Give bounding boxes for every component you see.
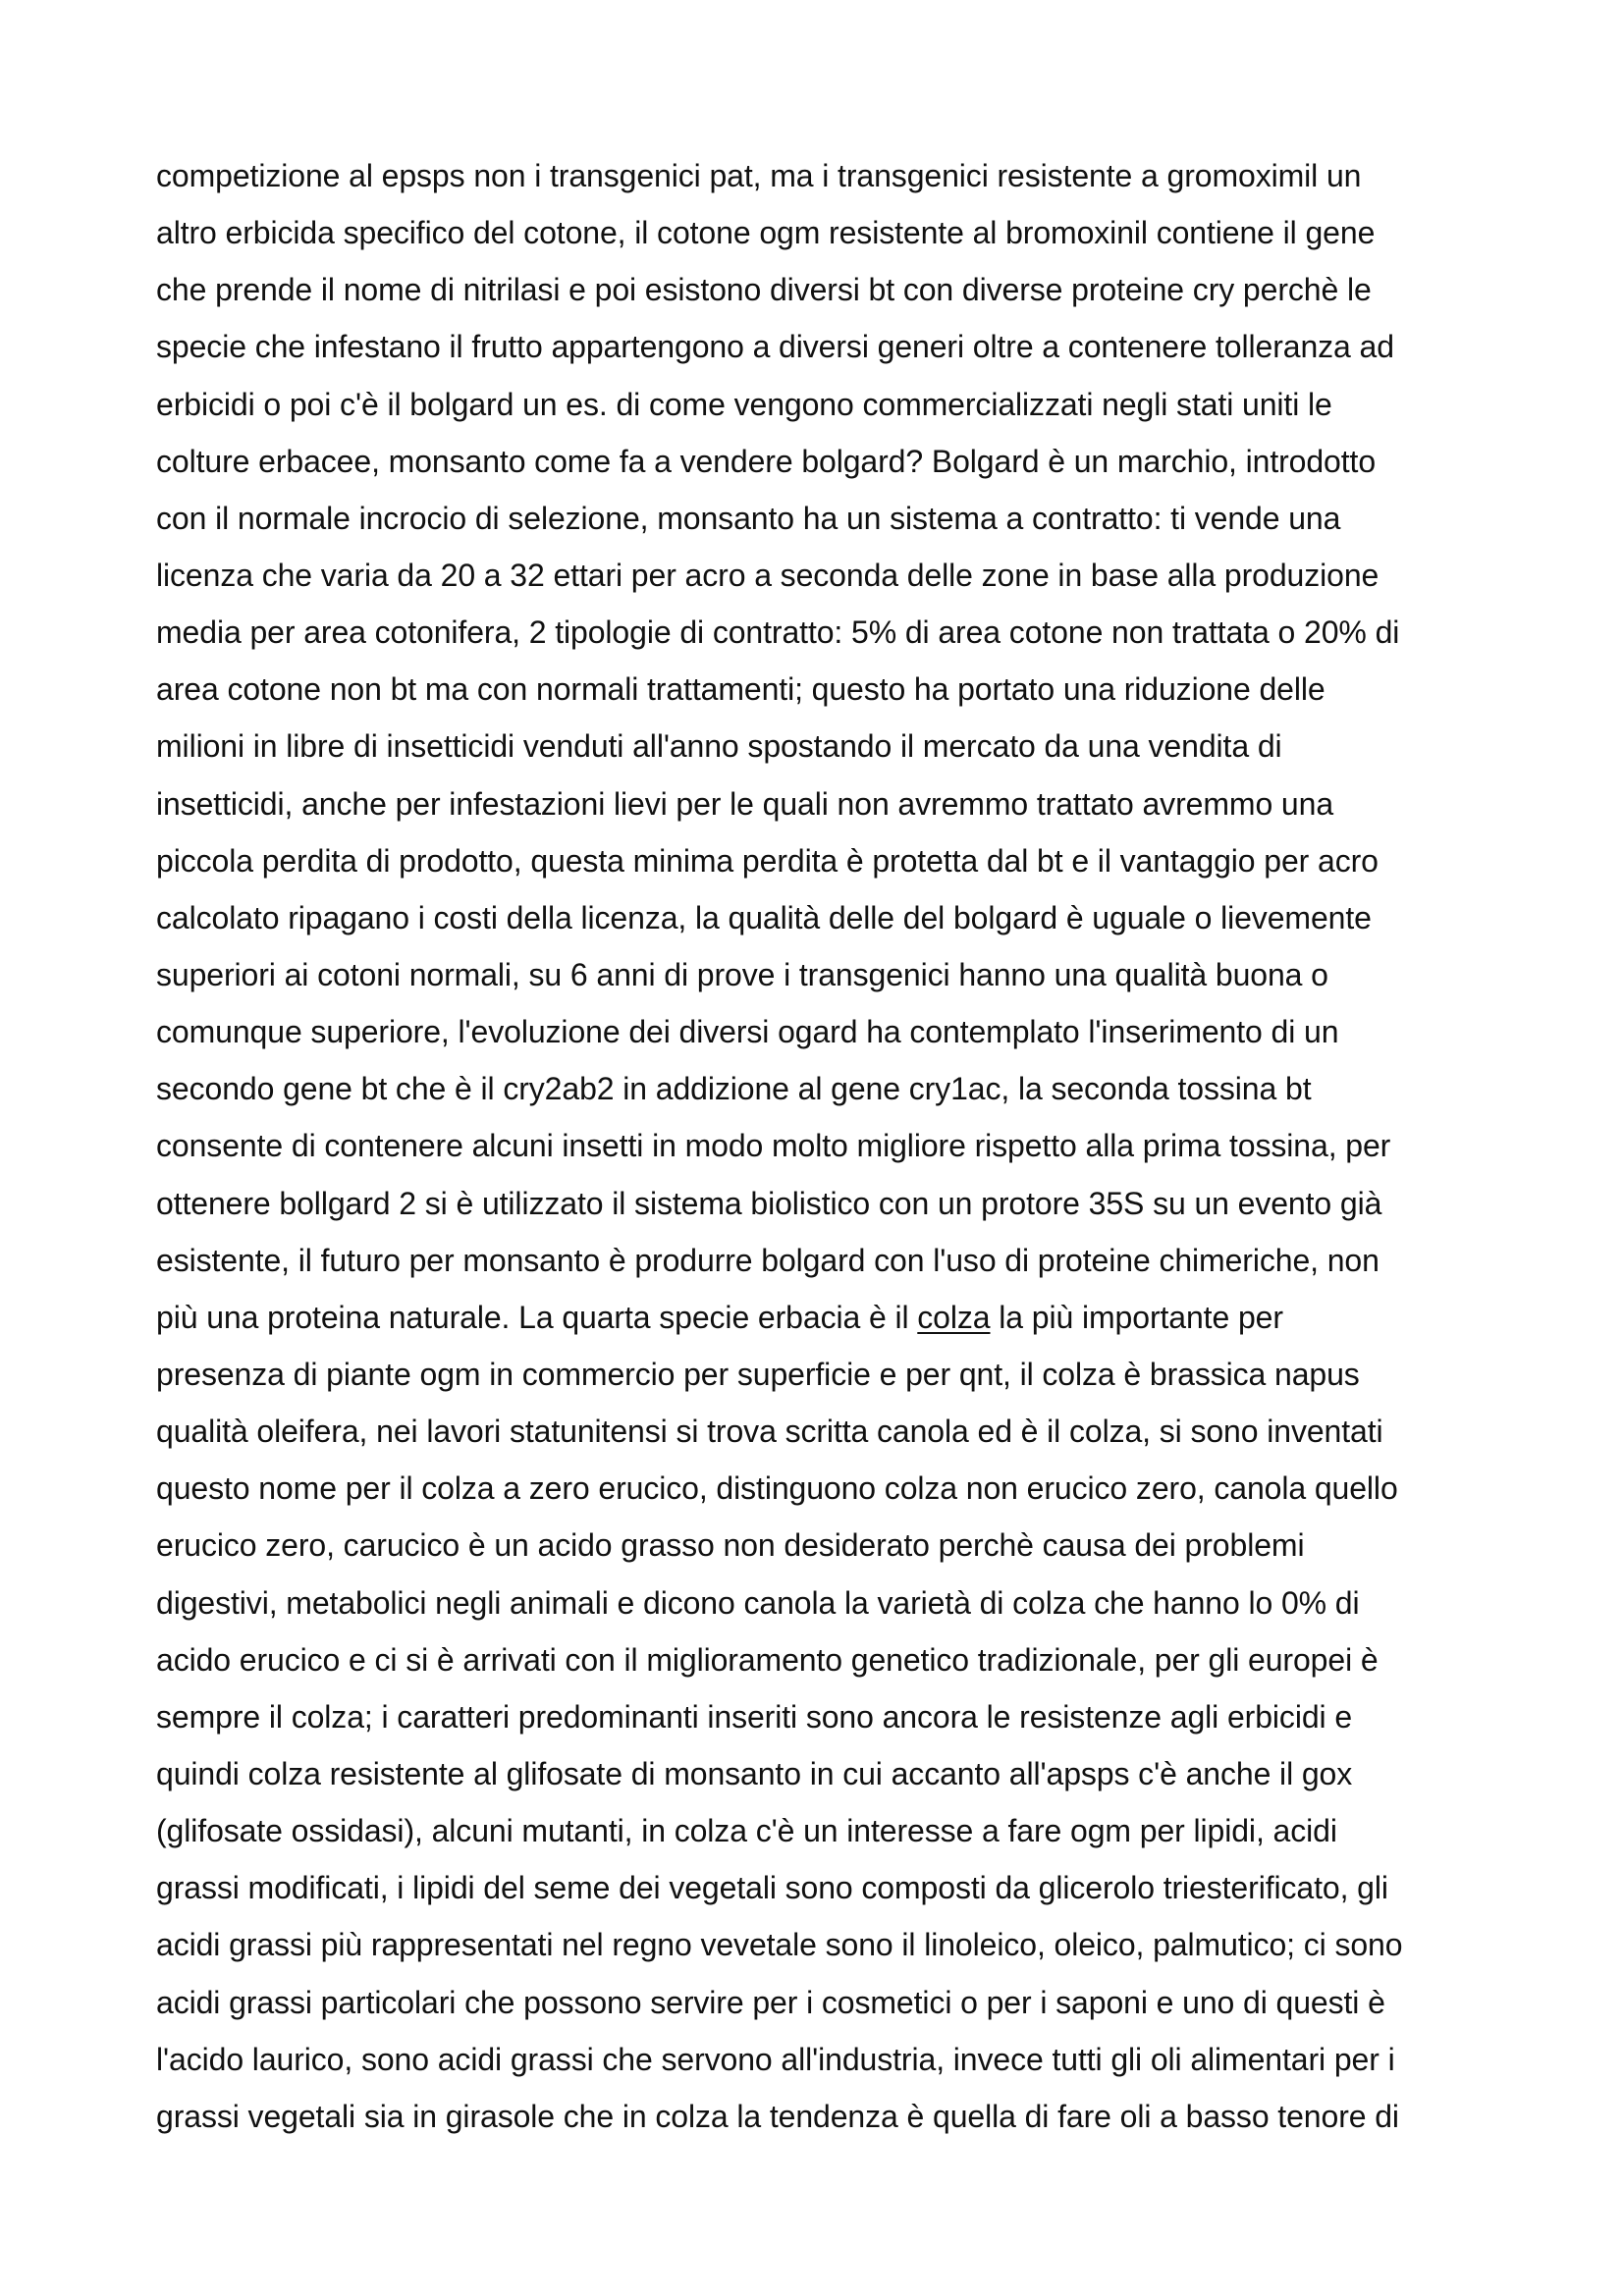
text-line: licenza che varia da 20 a 32 ettari per acro a seconda delle zone in base alla produzione: [156, 557, 1380, 593]
text-line: con il normale incrocio di selezione, monsanto ha un sistema a contratto: ti vende una: [156, 500, 1341, 536]
text-line: insetticidi, anche per infestazioni lievi per le quali non avremmo trattato avremmo una: [156, 785, 1334, 822]
text-line: ottenere bollgard 2 si è utilizzato il sistema biolistico con un protore 35S su un evento già: [156, 1185, 1382, 1221]
text-line: colture erbacee, monsanto come fa a vendere bolgard? Bolgard è un marchio, introdotto: [156, 443, 1377, 479]
text-line: piccola perdita di prodotto, questa minima perdita è protetta dal bt e il vantaggio per acro: [156, 842, 1379, 879]
text-line-with-link: [156, 1294, 1482, 1351]
text-line: presenza di piante ogm in commercio per superficie e per qnt, il colza è brassica napus: [156, 1356, 1360, 1392]
text-line: (glifosate ossidasi), alcuni mutanti, in colza c'è un interesse a fare ogm per lipidi, acidi: [156, 1813, 1337, 1849]
colza-underlined-term: colza: [917, 1299, 991, 1335]
text-line: competizione al epsps non i transgenici pat, ma i transgenici resistente a gromoximil un: [156, 158, 1362, 193]
text-line: questo nome per il colza a zero erucico, distinguono colza non erucico zero, canola quello: [156, 1470, 1398, 1507]
text-line: altro erbicida specifico del cotone, il cotone ogm resistente al bromoxinil contiene il gene: [156, 215, 1376, 251]
text-line: consente di contenere alcuni insetti in modo molto migliore rispetto alla prima tossina, per: [156, 1128, 1391, 1164]
text-line: comunque superiore, l'evoluzione dei diversi ogard ha contemplato l'inserimento di un: [156, 1014, 1339, 1050]
text-line: erucico zero, carucico è un acido grasso non desiderato perchè causa dei problemi: [156, 1527, 1305, 1564]
body-text: [156, 152, 1482, 2150]
text-line: acido erucico e ci si è arrivati con il miglioramento genetico tradizionale, per gli europei è: [156, 1641, 1379, 1678]
text-segment: la più importante per: [990, 1299, 1283, 1335]
text-line: acidi grassi più rappresentati nel regno vevetale sono il linoleico, oleico, palmutico; ci sono: [156, 1927, 1403, 1963]
text-line: specie che infestano il frutto appartengono a diversi generi oltre a contenere tolleranza ad: [156, 329, 1394, 365]
text-line: digestivi, metabolici negli animali e dicono canola la varietà di colza che hanno lo 0% di: [156, 1584, 1360, 1621]
text-line: l'acido laurico, sono acidi grassi che servono all'industria, invece tutti gli oli alimentari per i: [156, 2041, 1395, 2077]
text-line: area cotone non bt ma con normali trattamenti; questo ha portato una riduzione delle: [156, 671, 1325, 708]
text-line: media per area cotonifera, 2 tipologie di contratto: 5% di area cotone non trattata o 20% di: [156, 614, 1400, 651]
text-line: grassi vegetali sia in girasole che in colza la tendenza è quella di fare oli a basso tenore di: [156, 2098, 1399, 2134]
text-segment: più una proteina naturale. La quarta specie erbacia è il: [156, 1299, 918, 1335]
text-line: secondo gene bt che è il cry2ab2 in addizione al gene cry1ac, la seconda tossina bt: [156, 1071, 1312, 1107]
text-line: che prende il nome di nitrilasi e poi esistono diversi bt con diverse proteine cry perchè le: [156, 272, 1372, 308]
text-line: quindi colza resistente al glifosate di monsanto in cui accanto all'apsps c'è anche il gox: [156, 1755, 1353, 1791]
text-line: esistente, il futuro per monsanto è produrre bolgard con l'uso di proteine chimeriche, non: [156, 1242, 1380, 1278]
text-line: acidi grassi particolari che possono servire per i cosmetici o per i saponi e uno di questi è: [156, 1984, 1385, 2020]
text-line: milioni in libre di insetticidi venduti all'anno spostando il mercato da una vendita di: [156, 728, 1282, 765]
text-line: erbicidi o poi c'è il bolgard un es. di come vengono commercializzati negli stati uniti le: [156, 386, 1332, 422]
text-line: qualità oleifera, nei lavori statunitensi si trova scritta canola ed è il colza, si sono inventati: [156, 1414, 1383, 1450]
text-line: sempre il colza; i caratteri predominanti inseriti sono ancora le resistenze agli erbicidi e: [156, 1698, 1353, 1735]
text-line: superiori ai cotoni normali, su 6 anni di prove i transgenici hanno una qualità buona o: [156, 956, 1328, 992]
text-line: grassi modificati, i lipidi del seme dei vegetali sono composti da glicerolo triesterificato, gli: [156, 1870, 1388, 1906]
text-line: calcolato ripagano i costi della licenza, la qualità delle del bolgard è uguale o lievemente: [156, 899, 1372, 935]
